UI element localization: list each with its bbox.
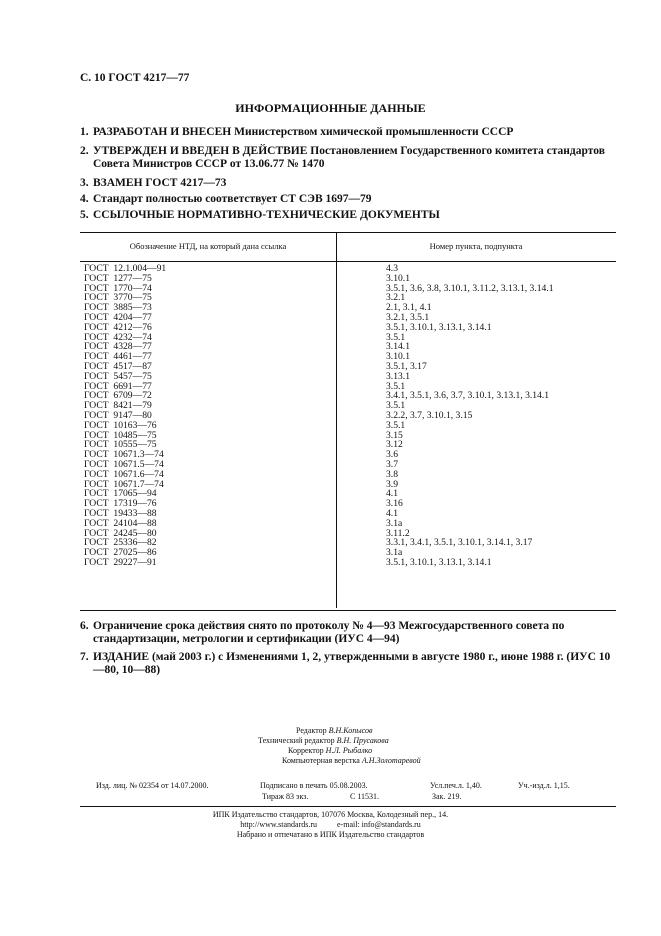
clause-numbers: 3.3.1, 3.4.1, 3.5.1, 3.10.1, 3.14.1, 3.17 bbox=[386, 537, 533, 549]
clause-numbers: 3.5.1 bbox=[386, 419, 406, 431]
table-row bbox=[80, 352, 616, 362]
ntd-designation: ГОСТ 12.1.004—91 bbox=[84, 263, 167, 274]
clause-numbers: 3.13.1 bbox=[386, 370, 410, 382]
table-row bbox=[80, 303, 616, 313]
clause-numbers: 3.2.1, 3.5.1 bbox=[386, 311, 430, 323]
references-table bbox=[80, 232, 616, 611]
ntd-designation: ГОСТ 10671.6—74 bbox=[84, 468, 164, 480]
print-run: Тираж 83 экз. bbox=[262, 792, 309, 801]
clause-numbers: 3.10.1 bbox=[386, 351, 410, 363]
table-row bbox=[80, 519, 616, 529]
publisher-address: ИПК Издательство стандартов, 107076 Москва, Колодезный пер., 14. bbox=[212, 810, 449, 819]
table-row bbox=[80, 499, 616, 509]
printed-by: Набрано и отпечатано в ИПК Издательство стандартов bbox=[236, 830, 425, 839]
col-header-document: Обозначение НТД, на который дана ссылка bbox=[129, 241, 287, 251]
item-number: 4. bbox=[80, 193, 89, 205]
clause-numbers: 3.11.2 bbox=[386, 527, 410, 539]
item-text: Постановлением Государственного комитета стандартов Совета Министров СССР от 13.06.77 № 1470 bbox=[93, 145, 605, 170]
item-text: Стандарт полностью соответствует СТ СЭВ 1697—79 bbox=[93, 193, 372, 205]
ntd-designation: ГОСТ 4204—77 bbox=[84, 311, 152, 323]
ntd-designation: ГОСТ 27025—86 bbox=[84, 547, 157, 559]
clause-numbers: 3.5.1, 3.10.1, 3.13.1, 3.14.1 bbox=[386, 556, 492, 568]
item-text: Ограничение срока действия снято по протоколу № 4—93 Межгосударственного совета по стандартизации, метрологии и сертификации (ИУС 4—94) bbox=[93, 620, 565, 645]
item-number: 7. bbox=[80, 651, 89, 663]
item-heading: ВЗАМЕН ГОСТ 4217—73 bbox=[93, 177, 227, 189]
item-number: 6. bbox=[80, 620, 89, 632]
ntd-designation: ГОСТ 4212—76 bbox=[84, 321, 152, 333]
info-item-4 bbox=[80, 193, 620, 206]
table-row bbox=[80, 538, 616, 548]
clause-numbers: 3.8 bbox=[386, 468, 398, 480]
ntd-designation: ГОСТ 4328—77 bbox=[84, 341, 152, 353]
item-heading: УТВЕРЖДЕН И ВВЕДЕН В ДЕЙСТВИЕ bbox=[93, 145, 308, 157]
item-number: 2. bbox=[80, 145, 89, 157]
section-title: ИНФОРМАЦИОННЫЕ ДАННЫЕ bbox=[235, 101, 426, 115]
table-row bbox=[80, 401, 616, 411]
clause-numbers: 3.14.1 bbox=[386, 341, 410, 353]
ntd-designation: ГОСТ 4517—87 bbox=[84, 360, 152, 372]
info-item-1 bbox=[80, 126, 620, 139]
table-row bbox=[80, 411, 616, 421]
ntd-designation: ГОСТ 6691—77 bbox=[84, 380, 152, 392]
item-heading: РАЗРАБОТАН И ВНЕСЕН bbox=[93, 126, 232, 138]
ntd-designation: ГОСТ 9147—80 bbox=[84, 409, 152, 421]
ntd-designation: ГОСТ 10671.7—74 bbox=[84, 478, 164, 490]
table-row bbox=[80, 489, 616, 499]
table-row bbox=[80, 529, 616, 539]
clause-numbers: 4.1 bbox=[386, 488, 398, 500]
catalog-number: С 11531. bbox=[350, 792, 380, 801]
publisher-web: http://www.standards.ru e-mail: info@standards.ru bbox=[240, 820, 421, 829]
clause-numbers: 4.1 bbox=[386, 507, 398, 519]
clause-numbers: 3.5.1, 3.6, 3.8, 3.10.1, 3.11.2, 3.13.1, 3.14.1 bbox=[386, 282, 554, 294]
credit-corrector: Корректор Н.Л. Рыбалко bbox=[288, 746, 373, 755]
table-row bbox=[80, 421, 616, 431]
ntd-designation: ГОСТ 1277—75 bbox=[84, 272, 152, 284]
table-row bbox=[80, 509, 616, 519]
signed-date: Подписано в печать 05.08.2003. bbox=[260, 781, 368, 790]
ntd-designation: ГОСТ 29227—91 bbox=[84, 556, 157, 568]
ntd-designation: ГОСТ 17319—76 bbox=[84, 498, 157, 510]
clause-numbers: 3.15 bbox=[386, 429, 403, 441]
item-heading: ССЫЛОЧНЫЕ НОРМАТИВНО-ТЕХНИЧЕСКИЕ ДОКУМЕНТЫ bbox=[93, 209, 440, 221]
item-text: ИЗДАНИЕ (май 2003 г.) с Изменениями 1, 2, утвержденными в августе 1980 г., июне 1988 г. (ИУС 10—80, 10—88) bbox=[93, 651, 611, 676]
clause-numbers: 3.2.1 bbox=[386, 292, 406, 304]
item-number: 5. bbox=[80, 209, 89, 221]
clause-numbers: 3.2.2, 3.7, 3.10.1, 3.15 bbox=[386, 409, 473, 421]
clause-numbers: 3.1а bbox=[386, 547, 403, 559]
info-item-7 bbox=[80, 651, 620, 677]
imprint-credits bbox=[240, 726, 500, 766]
clause-numbers: 3.5.1 bbox=[386, 400, 406, 412]
credit-tech-editor: Технический редактор В.Н. Прусакова bbox=[258, 736, 389, 745]
clause-numbers: 3.5.1, 3.10.1, 3.13.1, 3.14.1 bbox=[386, 321, 492, 333]
clause-numbers: 3.6 bbox=[386, 449, 398, 461]
clause-numbers: 3.4.1, 3.5.1, 3.6, 3.7, 3.10.1, 3.13.1, 3.14.1 bbox=[386, 390, 550, 402]
table-body bbox=[80, 262, 616, 611]
ntd-designation: ГОСТ 25336—82 bbox=[84, 537, 157, 549]
publisher-sheets: Уч.-изд.л. 1,15. bbox=[518, 781, 570, 790]
ntd-designation: ГОСТ 8421—79 bbox=[84, 400, 152, 412]
clause-numbers: 3.1а bbox=[386, 517, 403, 529]
clause-numbers: 2.1, 3.1, 4.1 bbox=[386, 302, 432, 314]
table-row bbox=[80, 480, 616, 490]
ntd-designation: ГОСТ 4461—77 bbox=[84, 351, 152, 363]
clause-numbers: 3.9 bbox=[386, 478, 398, 490]
item-number: 3. bbox=[80, 177, 89, 189]
table-row bbox=[80, 558, 616, 568]
ntd-designation: ГОСТ 24104—88 bbox=[84, 517, 157, 529]
credit-layout: Компьютерная верстка А.Н.Золотаревой bbox=[282, 756, 421, 765]
clause-numbers: 3.10.1 bbox=[386, 272, 410, 284]
clause-numbers: 3.5.1 bbox=[386, 331, 406, 343]
ntd-designation: ГОСТ 3770—75 bbox=[84, 292, 152, 304]
print-sheets: Усл.печ.л. 1,40. bbox=[430, 781, 482, 790]
table-row bbox=[80, 323, 616, 333]
item-text: Министерством химической промышленности СССР bbox=[231, 126, 514, 138]
license-line: Изд. лиц. № 02354 от 14.07.2000. bbox=[96, 781, 209, 790]
ntd-designation: ГОСТ 10485—75 bbox=[84, 429, 157, 441]
ntd-designation: ГОСТ 10671.5—74 bbox=[84, 458, 164, 470]
ntd-designation: ГОСТ 6709—72 bbox=[84, 390, 152, 402]
clause-numbers: 4.3 bbox=[386, 263, 398, 274]
ntd-designation: ГОСТ 17065—94 bbox=[84, 488, 157, 500]
table-row bbox=[80, 431, 616, 441]
clause-numbers: 3.5.1, 3.17 bbox=[386, 360, 427, 372]
table-row bbox=[80, 313, 616, 323]
ntd-designation: ГОСТ 5457—75 bbox=[84, 370, 152, 382]
order-number: Зак. 219. bbox=[432, 792, 462, 801]
clause-numbers: 3.16 bbox=[386, 498, 403, 510]
page-header: С. 10 ГОСТ 4217—77 bbox=[80, 72, 190, 84]
ntd-designation: ГОСТ 1770—74 bbox=[84, 282, 152, 294]
ntd-designation: ГОСТ 4232—74 bbox=[84, 331, 152, 343]
info-item-3 bbox=[80, 177, 620, 190]
table-row bbox=[80, 362, 616, 372]
table-row bbox=[80, 264, 616, 274]
clause-numbers: 3.12 bbox=[386, 439, 403, 451]
ntd-designation: ГОСТ 24245—80 bbox=[84, 527, 157, 539]
table-row bbox=[80, 391, 616, 401]
clause-numbers: 3.5.1 bbox=[386, 380, 406, 392]
ntd-designation: ГОСТ 10555—75 bbox=[84, 439, 157, 451]
table-row bbox=[80, 333, 616, 343]
table-row bbox=[80, 342, 616, 352]
table-row bbox=[80, 284, 616, 294]
table-row bbox=[80, 548, 616, 558]
ntd-designation: ГОСТ 10163—76 bbox=[84, 419, 157, 431]
clause-numbers: 3.7 bbox=[386, 458, 398, 470]
info-item-6 bbox=[80, 620, 620, 646]
col-header-clause: Номер пункта, подпункта bbox=[429, 241, 523, 251]
table-header bbox=[80, 232, 616, 262]
credit-editor: Редактор В.Н.Копысов bbox=[296, 726, 373, 735]
ntd-designation: ГОСТ 10671.3—74 bbox=[84, 449, 164, 461]
ntd-designation: ГОСТ 19433—88 bbox=[84, 507, 157, 519]
info-item-2 bbox=[80, 145, 620, 171]
info-item-5 bbox=[80, 209, 620, 222]
footer-divider bbox=[80, 806, 616, 807]
ntd-designation: ГОСТ 3885—73 bbox=[84, 302, 152, 314]
table-row bbox=[80, 293, 616, 303]
item-number: 1. bbox=[80, 126, 89, 138]
table-row bbox=[80, 372, 616, 382]
